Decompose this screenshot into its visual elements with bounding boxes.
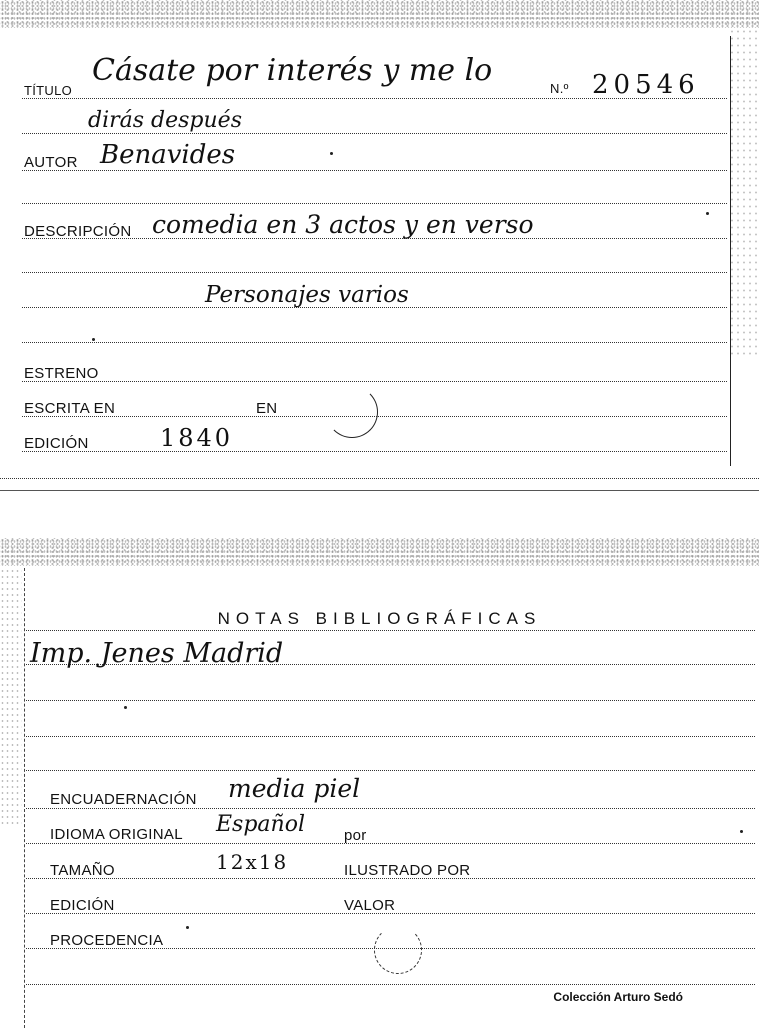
rule-line (22, 451, 727, 452)
punch-hole (326, 386, 378, 438)
card-edge-speckle (0, 0, 759, 28)
autor-label: AUTOR (24, 154, 78, 171)
valor-label: VALOR (344, 897, 396, 914)
estreno-label: ESTRENO (24, 365, 99, 382)
escrita-en-label: ESCRITA EN (24, 400, 116, 417)
edicion-label: EDICIÓN (24, 435, 89, 452)
idioma-original-label: IDIOMA ORIGINAL (50, 826, 183, 843)
card-edge-speckle-right (729, 28, 759, 358)
notas-bibliograficas-title: NOTAS BIBLIOGRÁFICAS (217, 609, 542, 628)
numero-handwritten: 20546 (592, 70, 700, 100)
personajes-handwritten: Personajes varios (205, 282, 409, 308)
descripcion-handwritten: comedia en 3 actos y en verso (152, 210, 534, 239)
ink-dot (124, 706, 127, 709)
tamano-handwritten: 12x18 (216, 850, 289, 874)
titulo-label: TÍTULO (24, 83, 73, 98)
rule-line (26, 984, 755, 985)
por-label: por (344, 827, 367, 844)
descripcion-label: DESCRIPCIÓN (24, 223, 132, 240)
rule-line (26, 843, 755, 844)
punch-hole (374, 926, 422, 974)
ink-dot (706, 212, 709, 215)
procedencia-label: PROCEDENCIA (50, 932, 164, 949)
autor-handwritten: Benavides (100, 140, 236, 170)
card-divider (0, 490, 759, 491)
tamano-label: TAMAÑO (50, 862, 115, 879)
numero-label: N.º (550, 81, 569, 96)
rule-line (26, 736, 755, 737)
edicion-handwritten: 1840 (160, 424, 234, 452)
edicion-label-bottom: EDICIÓN (50, 897, 115, 914)
card-edge-speckle-left (0, 568, 22, 828)
catalog-card-top (0, 0, 759, 492)
en-label: EN (256, 400, 278, 417)
rule-line (0, 478, 759, 479)
card-border (730, 36, 731, 466)
titulo-handwritten-line2: dirás después (88, 108, 242, 133)
rule-line (26, 808, 755, 809)
rule-line (22, 133, 727, 134)
ilustrado-por-label: ILUSTRADO POR (344, 862, 471, 879)
rule-line (22, 170, 727, 171)
rule-line (22, 203, 727, 204)
ink-dot (186, 926, 189, 929)
ink-dot (330, 152, 333, 155)
rule-line (22, 342, 727, 343)
rule-line (22, 381, 727, 382)
ink-dot (740, 830, 743, 833)
ink-dot (92, 338, 95, 341)
rule-line (26, 700, 755, 701)
card-border (24, 568, 25, 1028)
encuadernacion-handwritten: media piel (228, 774, 361, 803)
encuadernacion-label: ENCUADERNACIÓN (50, 791, 197, 808)
titulo-handwritten-line1: Cásate por interés y me lo (92, 53, 493, 88)
rule-line (22, 272, 727, 273)
idioma-original-handwritten: Español (216, 812, 305, 837)
rule-line (26, 770, 755, 771)
notas-handwritten: Imp. Jenes Madrid (30, 638, 284, 669)
rule-line (26, 630, 755, 631)
card-edge-speckle (0, 538, 759, 566)
collection-credit: Colección Arturo Sedó (553, 990, 683, 1004)
